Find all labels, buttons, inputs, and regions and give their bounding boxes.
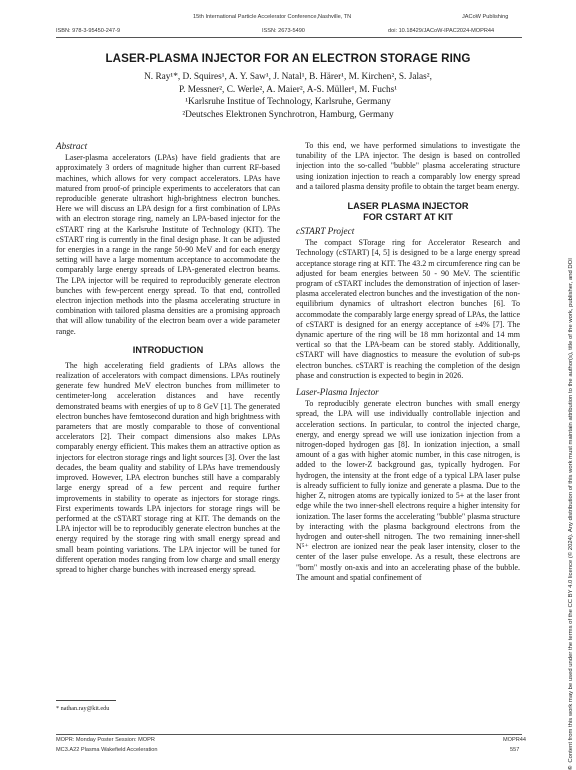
issn: ISSN: 2673-5490 <box>262 28 305 34</box>
licence-text: Content from this work may be used under the terms of the CC BY 4.0 licence (© 2024). Any distribution of this work must maintain attribution to the author(s), title of the work, publisher, and DOI <box>568 258 574 763</box>
publisher-name: JACoW Publishing <box>462 14 509 20</box>
conference-name: 15th International Particle Accelerator Conference,Nashville, TN <box>193 14 352 20</box>
doi: doi: 10.18429/JACoW-IPAC2024-MOPR44 <box>388 28 495 34</box>
laser-plasma-injector-heading <box>296 201 520 223</box>
laser-heading-line-2: FOR CSTART AT KIT <box>363 212 453 223</box>
right-column <box>296 141 520 583</box>
footer-rule <box>56 734 522 735</box>
right-intro-text: To this end, we have performed simulations to investigate the tunability of the LPA injector. The design is based on controlled injection into the so-called "bubble" plasma accelerating structure using ionization injection to reach a comparably low energy spread and a tailored plasma density profile to obtain the target beam energy. <box>296 141 520 191</box>
authors-line-2: P. Messner², C. Werle², A. Maier², A-S. Müller¹, M. Fuchs¹ <box>178 84 398 95</box>
lpi-text: To reproducibly generate electron bunches with small energy spread, the LPA will use individually controllable injection and acceleration sections. In particular, to control the injected charge, energy, and energy spread we will use ionization injection from a nitrogen-doped hydrogen gas [8]. In ionization injection, a small amount of a gas with higher atomic number, in this case nitrogen, is added to the lower-Z background gas, typically hydrogen. For hydrogen, the intensity at the front edge of a typical LPA laser pulse is already sufficient to fully ionize and generate a plasma. Due to the higher Z, nitrogen atoms are typically ionized to 5+ at the laser front edge while the two inner-shell electrons require a higher intensity for ionization. The laser forms the accelerating "bubble" plasma structure by interacting with the plasma background electrons from the hydrogen and outer-shell nitrogen. The two remaining inner-shell N⁵⁺ electron are ionized near the peak laser intensity, closer to the center of the laser pulse envelope. As a result, these electrons are "born" mostly on-axis and into an accelerating phase of the bubble. The amount and spatial confinement of <box>296 399 520 582</box>
lpi-heading: Laser-Plasma Injector <box>296 387 379 398</box>
affiliation-2: ²Deutsches Elektronen Synchrotron, Hamburg, Germany <box>182 109 394 120</box>
affiliation-1: ¹Karlsruhe Institue of Technology, Karlsruhe, Germany <box>185 97 391 107</box>
laser-heading-line-1: LASER PLASMA INJECTOR <box>347 201 469 212</box>
licence-sidebar <box>568 258 574 770</box>
authors-line-1: N. Ray¹*, D. Squires¹, A. Y. Saw¹, J. Natal¹, B. Härer¹, M. Kirchen², S. Jalas², <box>144 72 432 82</box>
author-list <box>40 71 536 121</box>
left-column <box>56 141 280 575</box>
footer-paper-id: MOPR44 <box>503 737 527 743</box>
abstract-heading: Abstract <box>56 141 88 151</box>
cc-license-icon: © <box>568 765 574 770</box>
footnote-rule <box>56 700 116 701</box>
footnote <box>56 700 280 712</box>
footer-session: MOPR: Monday Poster Session: MOPR <box>56 737 155 743</box>
cstart-heading: cSTART Project <box>296 226 355 237</box>
introduction-heading: INTRODUCTION <box>132 344 204 355</box>
isbn: ISBN: 978-3-95450-247-9 <box>56 28 121 34</box>
header-rule <box>56 37 522 38</box>
abstract-text: Laser-plasma accelerators (LPAs) have field gradients that are approximately 3 orders of magnitude higher than current RF-based machines, which allows for very compact accelerators. LPAs have matured from proof-of principle experiments to accelerators that can reproducible generate ultrashort high-brightness electron bunches. Here we will discuss an LPA design for a first combination of LPAs with an electron storage ring, namely an LPA-based injector for the cSTART ring at the Karlsruhe Institute of Technology (KIT). The cSTART ring is currently in the final design phase. It can be adjusted for energies in a range in the range 50-90 MeV and for each energy setting will have a large momentum acceptance to accommodate the comparably large energy spreads of LPA-generated electron beams. The LPA injector will be required to reproducibly generate electron bunches with few-percent energy spread. To that end, controlled electron injection methods into the plasma accelerating structure in combination with tailored plasma densities are a promising approach that will allow tunability of the electron beam over a wide parameter range. <box>56 153 280 336</box>
introduction-text: The high accelerating field gradients of LPAs allows the realization of accelerators with compact dimensions. LPAs routinely generate few hundred MeV electron bunches from millimeter to centimeter-long acceleration distances and have recently demonstrated beams with energies of up to 8 GeV [1]. The generated electron bunches have femtosecond duration and high brightness with parameters that are mostly comparable to those of conventional accelerators [2]. Their compact dimensions also makes LPAs comparably energy efficient. This makes them an attractive option as injectors for electron storage rings and light sources [3]. Over the last decades, the beam quality and stability of LPAs have tremendously improved. However, LPA electron bunches still have a comparably large energy spread of a few percent and require further improvements in stability to operate as injectors for storage rings. First experiments towards LPA injectors for storage rings will be performed at the cSTART storage ring at KIT. The demands on the LPA injector will be to reproducibly generate electron bunches at the energy required by the storage ring with small energy spread and small beam pointing variations. The LPA injector will be tuned for different operation modes ranging from low charge and small energy spread to higher charge bunches with increased energy spread. <box>56 360 280 574</box>
footer-classification: MC3.A22 Plasma Wakefield Acceleration <box>56 747 158 753</box>
paper-title: LASER-PLASMA INJECTOR FOR AN ELECTRON STORAGE RING <box>105 52 471 65</box>
footnote-email: * nathan.ray@kit.edu <box>56 705 110 712</box>
page-number: 557 <box>510 747 520 753</box>
cstart-text: The compact STorage ring for Accelerator Research and Technology (cSTART) [4, 5] is designed to be a large energy spread acceptance storage ring at KIT. The 43.2 m circumference ring can be adjusted for beam energies between 50 - 90 MeV. The scientific program of cSTART includes the demonstration of injection of laser-plasma accelerated electron bunches and the investigation of the non-equilibrium dynamics of ultrashort electron bunches [6]. To accommodate the comparably large energy spread of LPAs, the lattice of cSTART is designed for an energy acceptance of ±4% [7]. The dynamic aperture of the ring will be 18 mm horizontal and 14 mm vertical so that the LPA-beam can be stored stably. Additionally, cSTART will have diagnostics to measure the evolution of sub-ps electron bunches. cSTART is reaching the completion of the design phase and construction is expected to begin in 2026. <box>296 238 520 380</box>
